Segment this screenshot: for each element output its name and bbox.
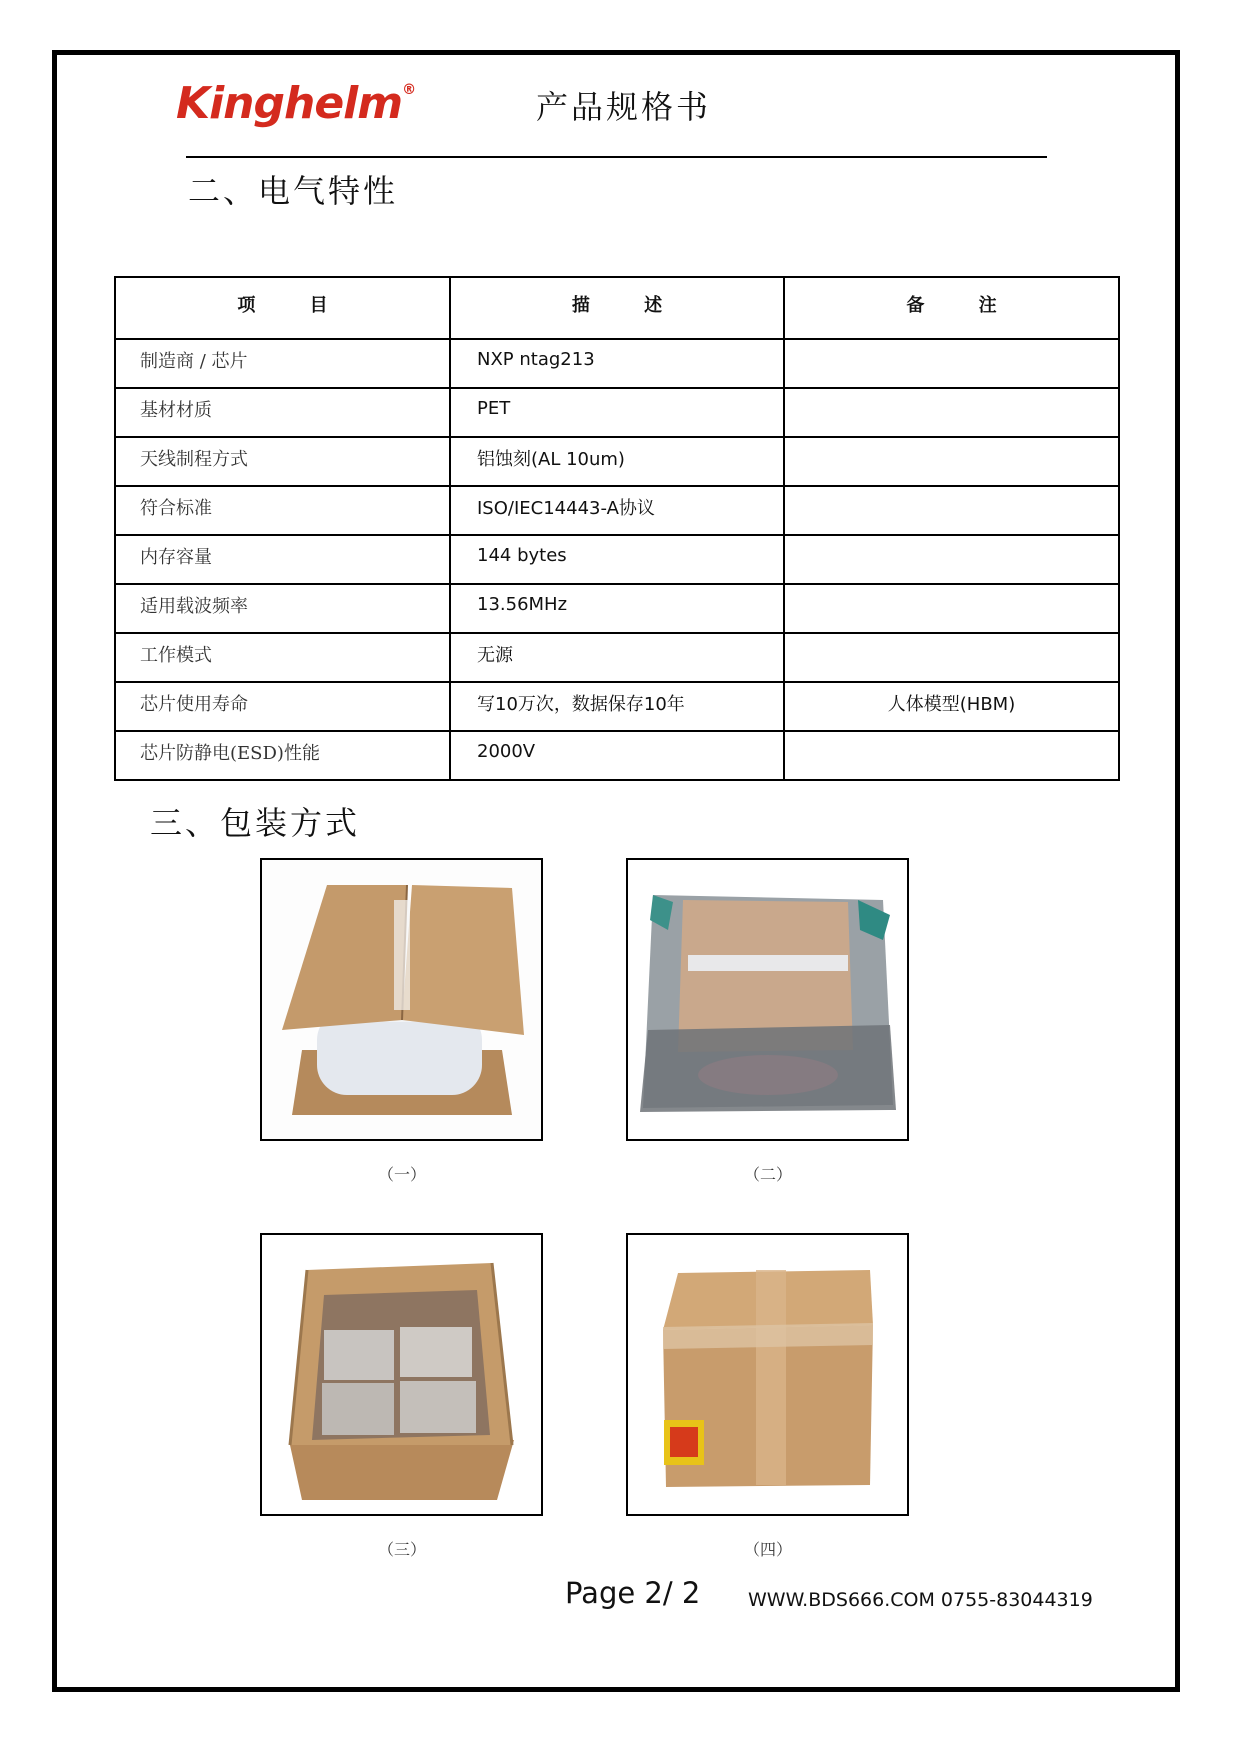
photo-bagged-box — [626, 858, 909, 1141]
cell-desc: 144 bytes — [450, 535, 784, 584]
cell-item: 芯片使用寿命 — [115, 682, 450, 731]
cell-desc: 铝蚀刻(AL 10um) — [450, 437, 784, 486]
table-header-row — [115, 277, 1119, 339]
cell-item: 基材材质 — [115, 388, 450, 437]
bagged-box-illustration — [628, 860, 907, 1139]
cell-item: 符合标准 — [115, 486, 450, 535]
cell-note — [784, 339, 1119, 388]
header-note: 备 注 — [784, 277, 1119, 339]
sealed-box-illustration — [628, 1235, 907, 1514]
table-row — [115, 535, 1119, 584]
cell-item: 工作模式 — [115, 633, 450, 682]
table-row — [115, 682, 1119, 731]
cell-note — [784, 584, 1119, 633]
cell-note: 人体模型(HBM) — [784, 682, 1119, 731]
cell-item: 制造商 / 芯片 — [115, 339, 450, 388]
photo-box-with-packs — [260, 1233, 543, 1516]
photo-sealed-box — [626, 1233, 909, 1516]
kinghelm-logo — [176, 78, 415, 129]
photo-open-box-with-reel — [260, 858, 543, 1141]
cell-desc: ISO/IEC14443-A协议 — [450, 486, 784, 535]
cell-note — [784, 633, 1119, 682]
table-row — [115, 731, 1119, 780]
header-desc: 描 述 — [450, 277, 784, 339]
cell-item: 适用载波频率 — [115, 584, 450, 633]
table-row — [115, 584, 1119, 633]
table-row — [115, 339, 1119, 388]
cell-item: 内存容量 — [115, 535, 450, 584]
table-row — [115, 486, 1119, 535]
cell-note — [784, 437, 1119, 486]
registered-mark: ® — [402, 82, 416, 98]
cell-note — [784, 388, 1119, 437]
cell-note — [784, 535, 1119, 584]
section-heading-electrical: 二、电气特性 — [188, 172, 399, 210]
open-box-illustration — [262, 860, 541, 1139]
header-divider — [186, 156, 1047, 158]
cell-note — [784, 486, 1119, 535]
page-number: Page 2/ 2 — [565, 1576, 701, 1610]
cell-desc: 2000V — [450, 731, 784, 780]
cell-desc: 写10万次，数据保存10年 — [450, 682, 784, 731]
photo-caption: （一） — [377, 1165, 426, 1184]
table-row — [115, 633, 1119, 682]
filled-box-illustration — [262, 1235, 541, 1514]
cell-desc: PET — [450, 388, 784, 437]
photo-caption: （二） — [743, 1165, 792, 1184]
photo-caption: （三） — [377, 1540, 426, 1559]
logo-text: Kinghelm — [176, 78, 403, 129]
cell-item: 天线制程方式 — [115, 437, 450, 486]
cell-item: 芯片防静电(ESD)性能 — [115, 731, 450, 780]
table-row — [115, 388, 1119, 437]
website-and-phone: WWW.BDS666.COM 0755-83044319 — [748, 1589, 1093, 1611]
photo-caption: （四） — [743, 1540, 792, 1559]
spec-table — [114, 276, 1120, 781]
cell-note — [784, 731, 1119, 780]
table-row — [115, 437, 1119, 486]
cell-desc: 无源 — [450, 633, 784, 682]
section-heading-packaging: 三、包装方式 — [150, 804, 361, 842]
document-title: 产品规格书 — [536, 88, 712, 126]
header-item: 项 目 — [115, 277, 450, 339]
cell-desc: 13.56MHz — [450, 584, 784, 633]
cell-desc: NXP ntag213 — [450, 339, 784, 388]
